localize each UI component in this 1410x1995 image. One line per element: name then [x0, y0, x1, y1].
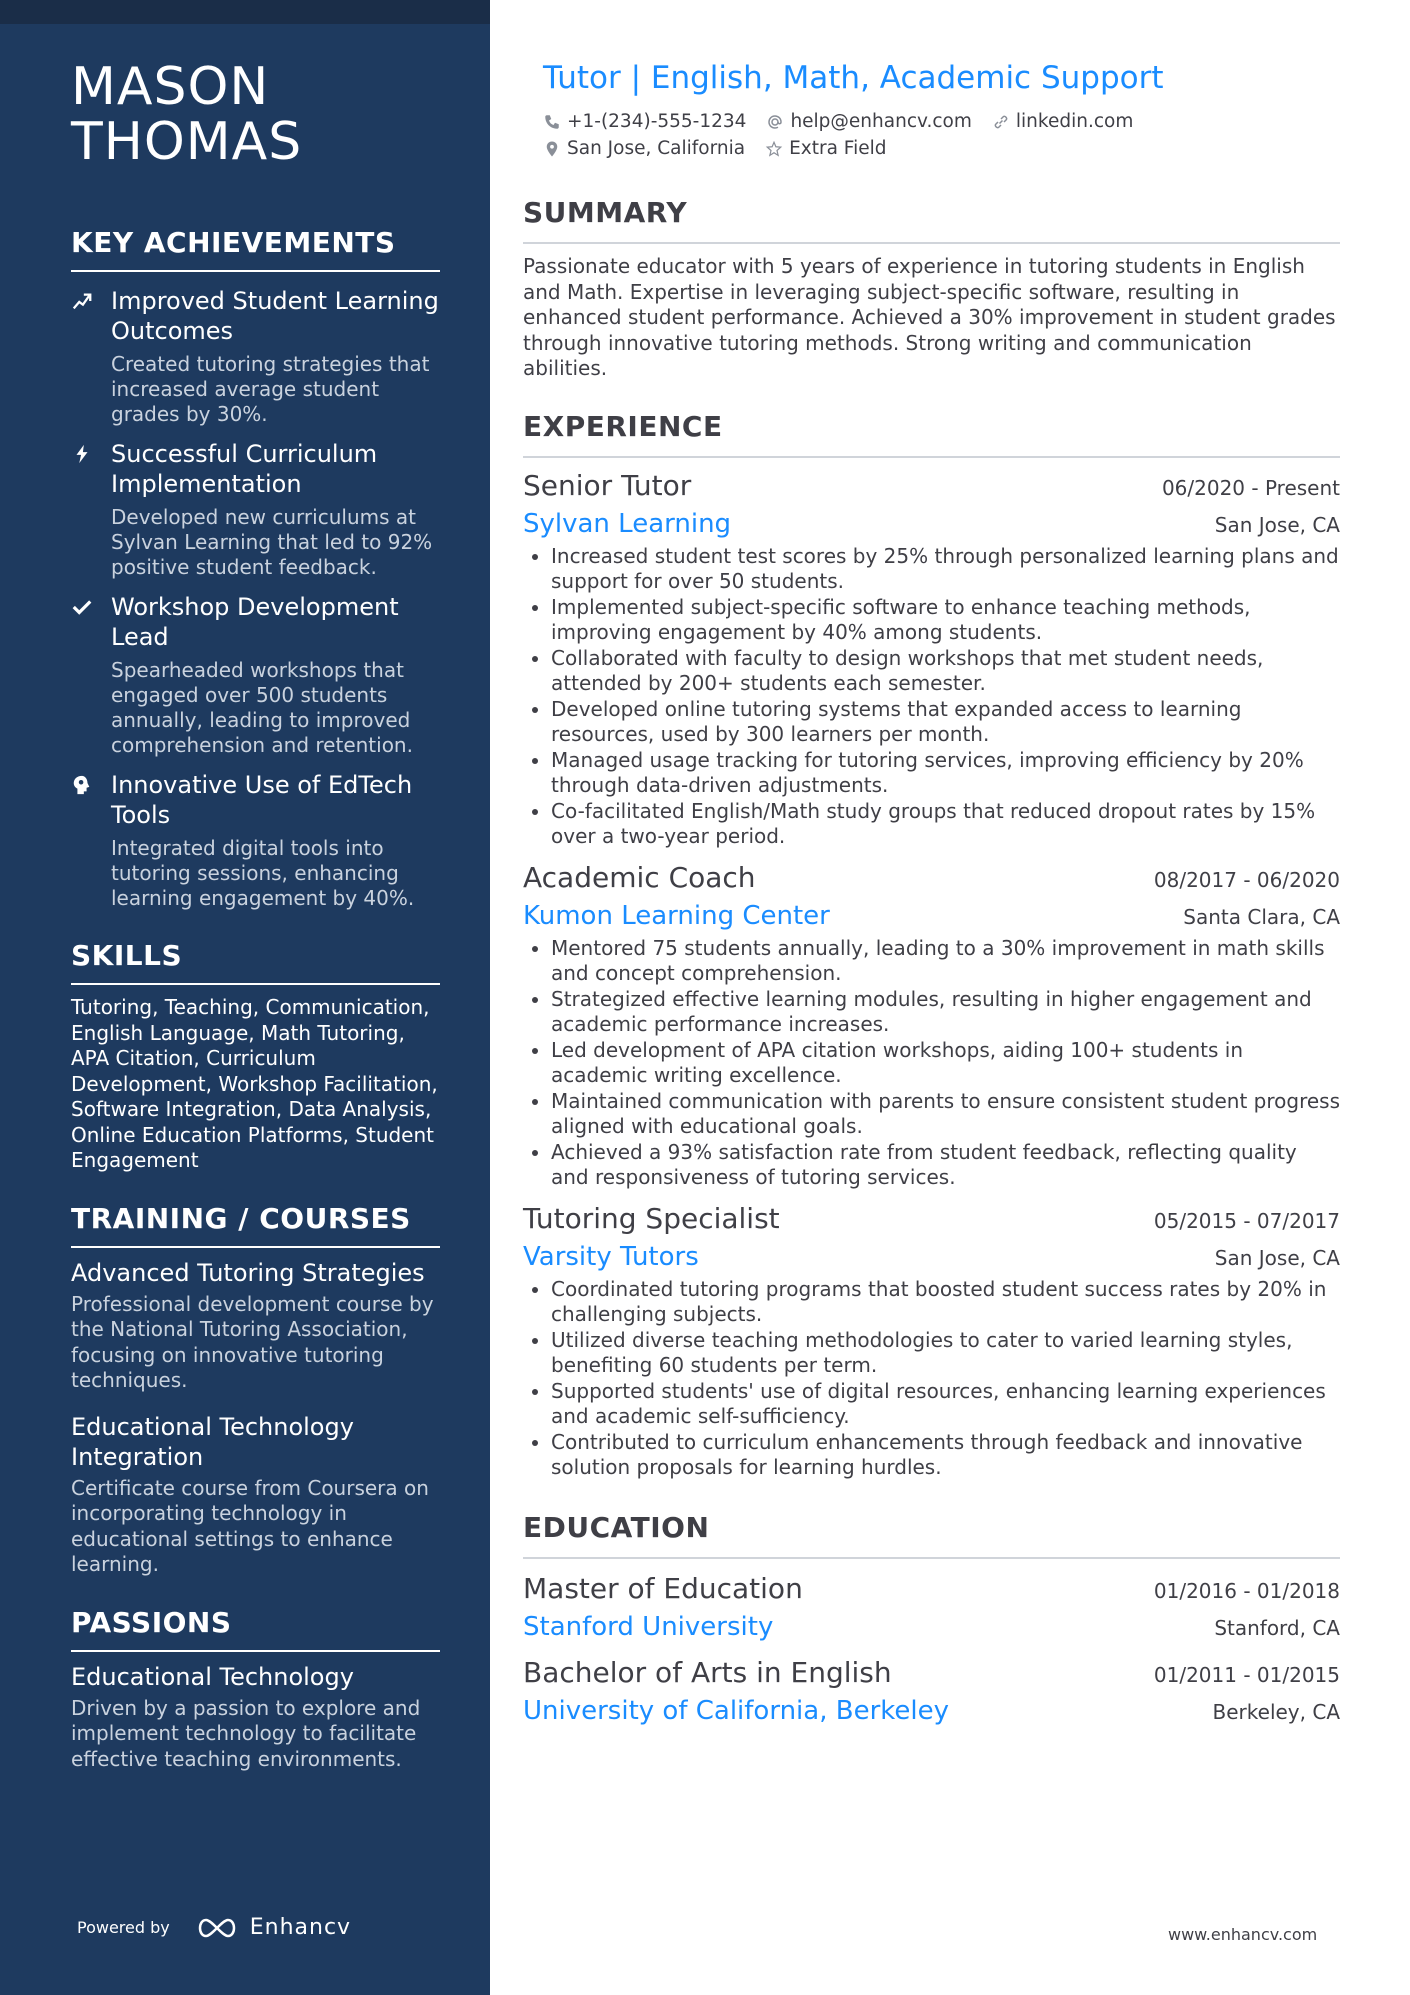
training-desc: Certificate course from Coursera on incorporating technology in educational settings to enhance learning. [71, 1475, 429, 1576]
education-entry [523, 1655, 1340, 1727]
skills-list: Tutoring, Teaching, Communication, English Language, Math Tutoring, APA Citation, Curriculum Development, Workshop Facilitation, Software Integration, Data Analysis, Online Education Platforms, Student Engagement [71, 995, 438, 1172]
job-entry [523, 1201, 1340, 1481]
job-bullets [523, 936, 1340, 1191]
passion-desc: Driven by a passion to explore and implement technology to facilitate effective teaching environments. [71, 1695, 421, 1771]
main-content [523, 58, 1340, 1727]
job-bullets [523, 1277, 1340, 1481]
location-contact [543, 135, 745, 162]
phone-text: +1-(234)-555-1234 [567, 111, 747, 132]
email-contact[interactable] [766, 108, 971, 135]
training-heading: TRAINING / COURSES [71, 1202, 440, 1248]
powered-by-label: Powered by [77, 1918, 170, 1937]
job-entry [523, 468, 1340, 850]
name-line-2: THOMAS [71, 112, 303, 172]
education-heading: EDUCATION [523, 1511, 1340, 1559]
candidate-name [71, 57, 440, 172]
job-company[interactable]: Kumon Learning Center [523, 900, 830, 931]
skills-section [71, 939, 440, 1174]
bullet-item: • Implemented subject-specific software to enhance teaching methods, improving engagement by 40% among students. [551, 595, 1340, 646]
key-achievements-section [71, 226, 440, 911]
achievement-item [71, 439, 440, 580]
job-role: Tutoring Specialist [523, 1201, 780, 1235]
linkedin-text: linkedin.com [1015, 111, 1134, 132]
at-icon [766, 113, 784, 131]
training-item [71, 1412, 440, 1578]
bullet-item: • Achieved a 93% satisfaction rate from student feedback, reflecting quality and responsiveness of tutoring services. [551, 1140, 1340, 1191]
achievement-desc: Developed new curriculums at Sylvan Learning that led to 92% positive student feedback. [111, 505, 433, 579]
bullet-item: • Led development of APA citation workshops, aiding 100+ students in academic writing excellence. [551, 1038, 1340, 1089]
training-section [71, 1202, 440, 1578]
achievement-title: Successful Curriculum Implementation [111, 440, 378, 498]
job-company[interactable]: Varsity Tutors [523, 1241, 699, 1272]
passion-title: Educational Technology [71, 1662, 354, 1691]
bullet-item: • Mentored 75 students annually, leading to a 30% improvement in math skills and concept comprehension. [551, 936, 1340, 987]
training-title: Educational Technology Integration [71, 1412, 354, 1471]
check-icon [71, 592, 111, 758]
degree: Master of Education [523, 1571, 803, 1605]
star-icon [765, 140, 783, 158]
powered-by-footer [77, 1915, 351, 1940]
bullet-item: • Supported students' use of digital resources, enhancing learning experiences and academic self-sufficiency. [551, 1379, 1340, 1430]
skills-heading: SKILLS [71, 939, 440, 985]
training-desc: Professional development course by the National Tutoring Association, focusing on innovative tutoring techniques. [71, 1291, 434, 1392]
bullet-item: • Utilized diverse teaching methodologies to cater to varied learning styles, benefiting 60 students per term. [551, 1328, 1340, 1379]
email-text: help@enhancv.com [790, 111, 972, 132]
job-entry [523, 860, 1340, 1191]
achievement-title: Improved Student Learning Outcomes [111, 287, 439, 345]
link-icon [992, 113, 1010, 131]
achievement-desc: Created tutoring strategies that increased average student grades by 30%. [111, 352, 430, 426]
bullet-item: • Managed usage tracking for tutoring services, improving efficiency by 20% through data-driven adjustments. [551, 748, 1340, 799]
bullet-item: • Co-facilitated English/Math study groups that reduced dropout rates by 15% over a two-year period. [551, 799, 1340, 850]
sidebar [0, 0, 490, 1995]
job-location: Santa Clara, CA [1183, 904, 1340, 929]
bullet-item: • Contributed to curriculum enhancements through feedback and innovative solution proposals for learning hurdles. [551, 1430, 1340, 1481]
education-location: Berkeley, CA [1212, 1699, 1340, 1724]
footer-url[interactable]: www.enhancv.com [1168, 1925, 1318, 1944]
infinity-logo-icon [194, 1916, 240, 1940]
education-location: Stanford, CA [1214, 1615, 1340, 1640]
extra-field-text: Extra Field [789, 138, 887, 159]
bullet-item: • Collaborated with faculty to design workshops that met student needs, attended by 200+ students each semester. [551, 646, 1340, 697]
bullet-item: • Coordinated tutoring programs that boosted student success rates by 20% in challenging subjects. [551, 1277, 1340, 1328]
achievement-item [71, 592, 440, 758]
job-company[interactable]: Sylvan Learning [523, 508, 732, 539]
brand-name: Enhancv [249, 1915, 352, 1940]
lightning-icon [71, 439, 111, 580]
brain-icon [71, 770, 111, 911]
phone-icon [543, 113, 561, 131]
achievement-title: Workshop Development Lead [111, 593, 399, 651]
phone-contact[interactable] [543, 108, 746, 135]
location-pin-icon [543, 140, 561, 158]
bullet-item: • Increased student test scores by 25% through personalized learning plans and support for over 50 students. [551, 544, 1340, 595]
passion-item [71, 1662, 440, 1773]
achievement-item [71, 770, 440, 911]
job-role: Senior Tutor [523, 468, 692, 502]
education-dates: 01/2016 - 01/2018 [1153, 1578, 1340, 1603]
job-dates: 05/2015 - 07/2017 [1153, 1208, 1340, 1233]
name-line-1: MASON [71, 57, 270, 117]
location-text: San Jose, California [567, 138, 746, 159]
job-location: San Jose, CA [1214, 512, 1340, 537]
experience-section [523, 410, 1340, 1481]
bullet-item: • Strategized effective learning modules, resulting in higher engagement and academic performance increases. [551, 987, 1340, 1038]
job-location: San Jose, CA [1214, 1245, 1340, 1270]
achievement-desc: Spearheaded workshops that engaged over 500 students annually, leading to improved comprehension and retention. [111, 658, 413, 757]
training-title: Advanced Tutoring Strategies [71, 1258, 425, 1287]
school[interactable]: Stanford University [523, 1611, 774, 1642]
job-role: Academic Coach [523, 860, 756, 894]
training-item [71, 1258, 440, 1394]
bullet-item: • Maintained communication with parents to ensure consistent student progress aligned with educational goals. [551, 1089, 1340, 1140]
passions-heading: PASSIONS [71, 1606, 440, 1652]
top-strip [0, 0, 490, 24]
achievement-desc: Integrated digital tools into tutoring sessions, enhancing learning engagement by 40%. [111, 836, 415, 910]
key-achievements-heading: KEY ACHIEVEMENTS [71, 226, 440, 272]
education-section [523, 1511, 1340, 1727]
job-dates: 06/2020 - Present [1161, 475, 1340, 500]
experience-heading: EXPERIENCE [523, 410, 1340, 458]
education-dates: 01/2011 - 01/2015 [1153, 1662, 1340, 1687]
passions-section [71, 1606, 440, 1773]
job-dates: 08/2017 - 06/2020 [1153, 867, 1340, 892]
growth-arrow-icon [71, 286, 111, 427]
job-title-header: Tutor | English, Math, Academic Support [543, 60, 1164, 96]
summary-heading: SUMMARY [523, 196, 1340, 244]
linkedin-contact[interactable] [992, 108, 1133, 135]
summary-text: Passionate educator with 5 years of experience in tutoring students in English and Math. Expertise in leveraging subject-specific software, resulting in enhanced student performance. Achieved a 30% improvement in student grades through innovative tutoring methods. Strong writing and communication abilities. [523, 254, 1336, 380]
achievement-title: Innovative Use of EdTech Tools [111, 771, 413, 829]
enhancv-logo[interactable] [194, 1915, 351, 1940]
education-entry [523, 1571, 1340, 1643]
degree: Bachelor of Arts in English [523, 1655, 892, 1689]
school[interactable]: University of California, Berkeley [523, 1695, 949, 1726]
summary-section [523, 196, 1340, 382]
contact-info [543, 108, 1340, 162]
achievement-item [71, 286, 440, 427]
job-bullets [523, 544, 1340, 850]
bullet-item: • Developed online tutoring systems that expanded access to learning resources, used by 300 learners per month. [551, 697, 1340, 748]
extra-field [765, 135, 886, 162]
